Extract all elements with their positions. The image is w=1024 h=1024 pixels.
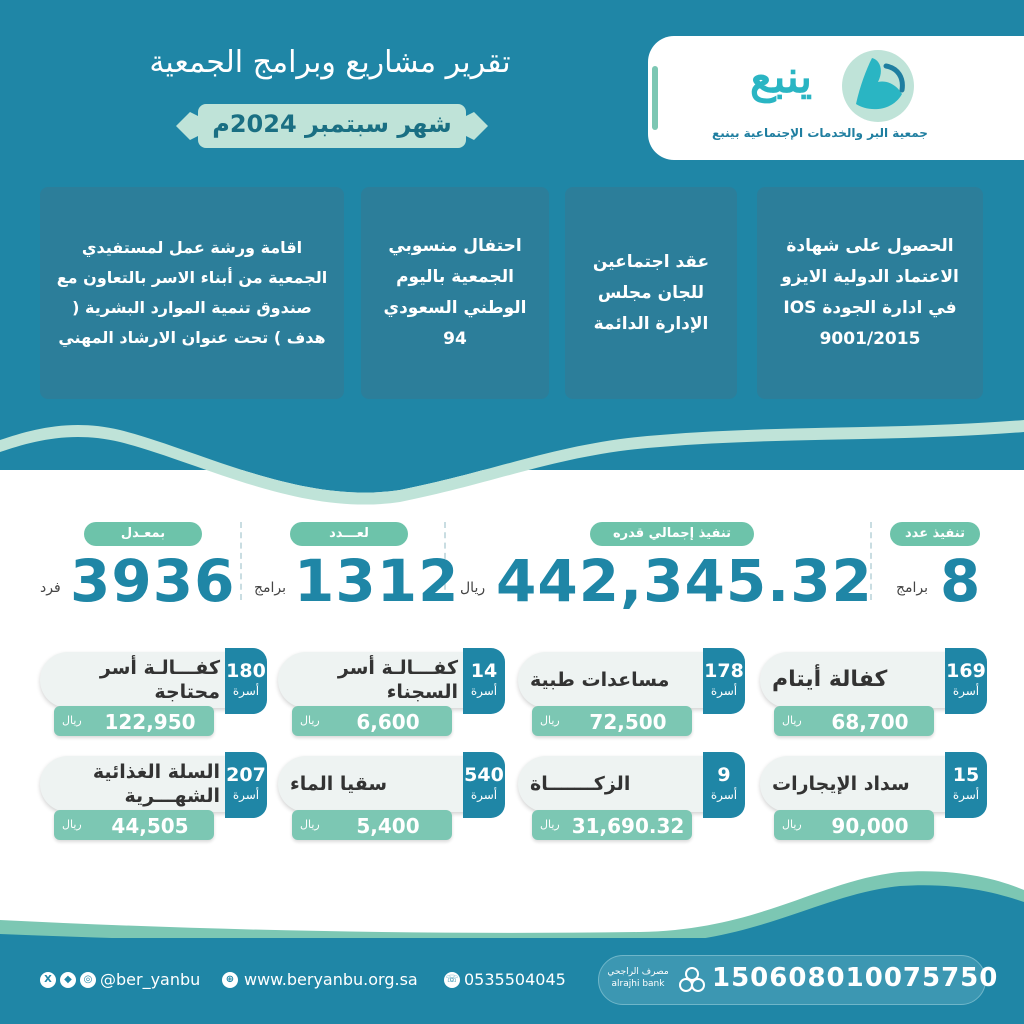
program-name: مساعدات طبية — [530, 669, 670, 691]
amount-currency: ريال — [300, 818, 320, 831]
program-families — [945, 648, 987, 714]
program-families — [945, 752, 987, 818]
activity-card: عقد اجتماعين للجان مجلس الإدارة الدائمة — [565, 187, 737, 399]
program-name: كفـــالـة أسر محتاجة — [99, 657, 220, 703]
program-families — [463, 752, 505, 818]
month-ribbon — [176, 100, 488, 152]
phone-number[interactable]: 0535504045 — [464, 970, 566, 989]
stat-label-programs: تنفيذ عدد — [890, 522, 980, 546]
amount-currency: ريال — [300, 714, 320, 727]
activity-card: احتفال منسوبي الجمعية باليوم الوطني السعودي 94 — [361, 187, 549, 399]
stat-value-rate: 3936 — [70, 547, 236, 615]
families-unit: أسرة — [232, 788, 260, 802]
stat-unit-total: ريال — [460, 580, 486, 596]
stat-value-count: 1312 — [294, 547, 460, 615]
amount-currency: ريال — [540, 714, 560, 727]
program-families — [703, 752, 745, 818]
program-amount — [532, 810, 692, 840]
amount-currency: ريال — [62, 714, 82, 727]
program-name: السلة الغذائية الشهـــرية — [92, 761, 220, 807]
wave-divider — [0, 380, 1024, 510]
snapchat-icon[interactable]: ◆ — [60, 972, 76, 988]
activity-card: الحصول على شهادة الاعتماد الدولية الايزو في ادارة الجودة IOS 9001/2015 — [757, 187, 983, 399]
stat-label-count: لعـــدد — [290, 522, 408, 546]
bank-logo-icon — [676, 964, 708, 996]
program-amount — [774, 706, 934, 736]
families-unit: أسرة — [470, 684, 498, 698]
amount-value: 90,000 — [831, 814, 909, 838]
program-amount — [292, 706, 452, 736]
program-amount — [774, 810, 934, 840]
program-card-orphans — [760, 648, 985, 738]
amount-currency: ريال — [62, 818, 82, 831]
amount-currency: ريال — [540, 818, 560, 831]
amount-value: 68,700 — [831, 710, 909, 734]
program-card-water — [278, 752, 503, 842]
families-count: 169 — [946, 660, 986, 682]
families-count: 14 — [470, 660, 498, 682]
logo-mark-icon — [838, 46, 918, 126]
program-name: سداد الإيجارات — [772, 773, 910, 795]
amount-currency: ريال — [782, 818, 802, 831]
families-count: 178 — [704, 660, 744, 682]
families-unit: أسرة — [710, 788, 738, 802]
logo-accent — [652, 66, 658, 130]
families-count: 15 — [952, 764, 980, 786]
program-name: كفـــالـة أسر السجناء — [337, 657, 458, 703]
program-card-rent — [760, 752, 985, 842]
program-families — [225, 648, 267, 714]
program-amount — [532, 706, 692, 736]
families-count: 207 — [226, 764, 266, 786]
program-amount — [54, 706, 214, 736]
families-unit: أسرة — [470, 788, 498, 802]
amount-value: 31,690.32 — [571, 814, 685, 838]
amount-value: 72,500 — [589, 710, 667, 734]
report-title: تقرير مشاريع وبرامج الجمعية — [149, 45, 511, 80]
families-unit: أسرة — [232, 684, 260, 698]
program-families — [225, 752, 267, 818]
month-label: شهر سبتمبر 2024م — [212, 110, 452, 138]
families-unit: أسرة — [952, 788, 980, 802]
logo-subtitle: جمعية البر والخدمات الإجتماعية بينبع — [712, 126, 928, 140]
program-card-food-basket — [40, 752, 265, 842]
website-link[interactable]: www.beryanbu.org.sa — [244, 970, 418, 989]
amount-currency: ريال — [782, 714, 802, 727]
stat-value-total: 442,345.32 — [496, 547, 873, 615]
families-count: 180 — [226, 660, 266, 682]
families-count: 540 — [464, 764, 504, 786]
amount-value: 6,600 — [356, 710, 420, 734]
social-handle[interactable]: @ber_yanbu — [100, 970, 201, 989]
program-families — [703, 648, 745, 714]
bank-name: مصرف الراجحي alrajhi bank — [607, 967, 669, 989]
stat-label-total: تنفيذ إجمالي قدره — [590, 522, 754, 546]
globe-icon: ⊕ — [222, 972, 238, 988]
bank-account-number: 150608010075750 — [712, 963, 999, 993]
program-amount — [292, 810, 452, 840]
stat-value-programs: 8 — [940, 547, 982, 615]
amount-value: 122,950 — [104, 710, 196, 734]
x-icon[interactable]: X — [40, 972, 56, 988]
families-count: 9 — [717, 764, 731, 786]
amount-value: 5,400 — [356, 814, 420, 838]
stat-unit-programs: برامج — [896, 580, 929, 596]
program-card-prisoners — [278, 648, 503, 738]
stat-label-rate: بمعـدل — [84, 522, 202, 546]
phone-icon: ☏ — [444, 972, 460, 988]
footer-wave — [0, 860, 1024, 950]
logo-wordmark: ينبع — [749, 52, 813, 103]
program-amount — [54, 810, 214, 840]
program-families — [463, 648, 505, 714]
program-card-zakat — [518, 752, 743, 842]
stat-unit-count: برامج — [254, 580, 287, 596]
families-unit: أسرة — [710, 684, 738, 698]
program-name: كفالة أيتام — [772, 667, 888, 692]
program-name: سقيا الماء — [290, 773, 388, 795]
program-card-needy — [40, 648, 265, 738]
stat-unit-rate: فرد — [40, 580, 61, 596]
instagram-icon[interactable]: ◎ — [80, 972, 96, 988]
amount-value: 44,505 — [111, 814, 189, 838]
stat-divider — [240, 522, 242, 600]
program-name: الزكـــــــاة — [530, 773, 631, 795]
program-card-medical — [518, 648, 743, 738]
families-unit: أسرة — [952, 684, 980, 698]
activity-card: اقامة ورشة عمل لمستفيدي الجمعية من أبناء الاسر بالتعاون مع صندوق تنمية الموارد البشرية ( هدف ) تحت عنوان الارشاد المهني — [40, 187, 344, 399]
